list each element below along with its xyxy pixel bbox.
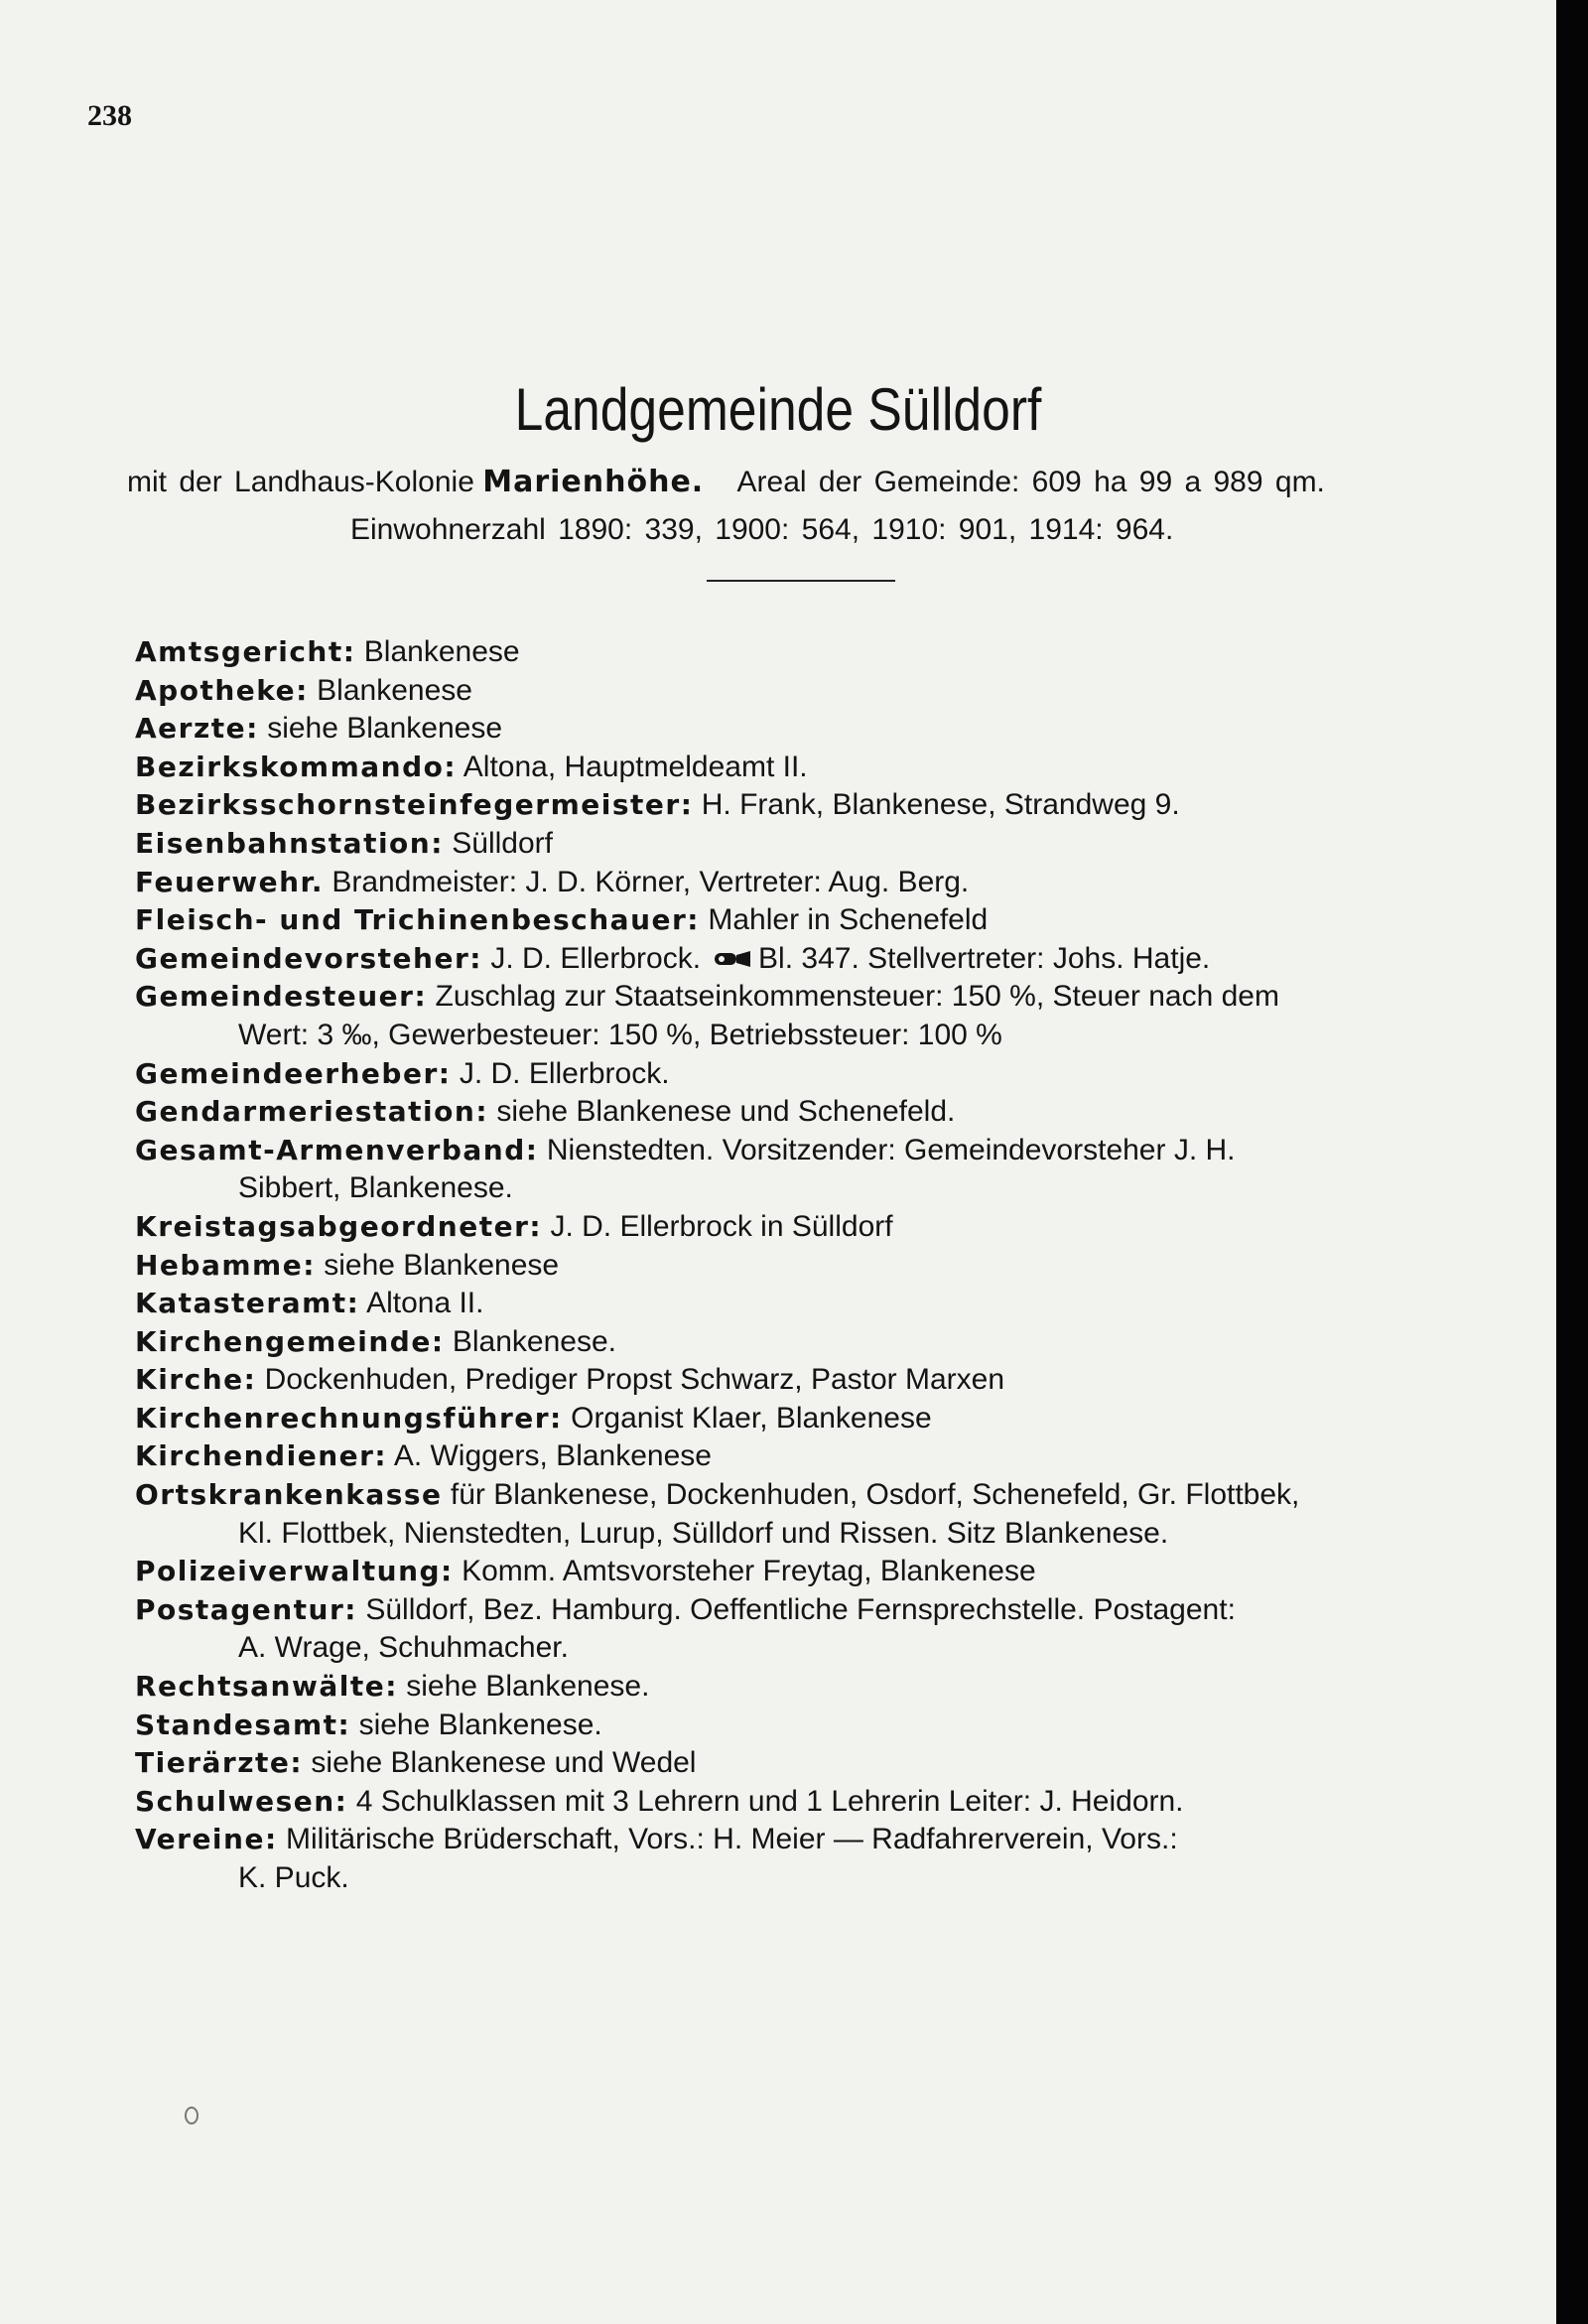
entry-term: Apotheke: <box>135 673 309 707</box>
entry-term: Eisenbahnstation: <box>135 826 444 860</box>
area-text: Areal der Gemeinde: 609 ha 99 a 989 qm. <box>736 466 1325 498</box>
entry-term: Schulwesen: <box>135 1784 348 1818</box>
directory-entry <box>135 1132 1524 1208</box>
entry-text: A. Wiggers, Blankenese <box>393 1439 712 1473</box>
population-text: Einwohnerzahl 1890: 339, 1900: 564, 1910: 901, 1914: 964. <box>350 513 1174 546</box>
directory-entries <box>135 633 1524 1898</box>
entry-term: Kreistagsabgeordneter: <box>135 1209 543 1243</box>
entry-continuation: Wert: 3 ‰, Gewerbesteuer: 150 %, Betriebssteuer: 100 % <box>238 1018 1002 1051</box>
directory-entry <box>135 978 1524 1054</box>
telephone-icon <box>713 948 752 970</box>
entry-text: Mahler in Schenefeld <box>708 903 989 937</box>
entry-text: H. Frank, Blankenese, Strandweg 9. <box>701 788 1180 822</box>
entry-term: Gemeindevorsteher: <box>135 941 482 975</box>
directory-entry <box>135 1591 1524 1668</box>
entry-term: Gemeindeerheber: <box>135 1056 452 1090</box>
entry-text: Dockenhuden, Prediger Propst Schwarz, Pastor Marxen <box>264 1363 1005 1397</box>
entry-text-after: Bl. 347. Stellvertreter: Johs. Hatje. <box>758 941 1211 975</box>
directory-entry <box>135 1476 1524 1553</box>
divider-rule <box>707 580 895 582</box>
directory-entry <box>135 1285 1524 1323</box>
page-title: Landgemeinde Sülldorf <box>514 376 1042 443</box>
entry-term: Bezirkskommando: <box>135 750 458 783</box>
entry-text: Altona, Hauptmeldeamt II. <box>463 750 808 783</box>
entry-text: siehe Blankenese. <box>358 1708 602 1741</box>
directory-entry <box>135 633 1524 672</box>
entry-term: Tierärzte: <box>135 1746 304 1780</box>
directory-entry <box>135 1821 1524 1897</box>
page-number: 238 <box>87 99 132 132</box>
scan-edge <box>1556 0 1588 2324</box>
entry-text: Nienstedten. Vorsitzender: Gemeindevorsteher J. H. <box>546 1133 1236 1166</box>
directory-entry <box>135 786 1524 825</box>
directory-entry <box>135 1553 1524 1591</box>
directory-entry <box>135 901 1524 940</box>
entry-text: 4 Schulklassen mit 3 Lehrern und 1 Lehrerin Leiter: J. Heidorn. <box>355 1784 1184 1818</box>
directory-entry <box>135 1783 1524 1822</box>
directory-entry <box>135 1323 1524 1362</box>
colony-name: Marienhöhe. <box>482 465 705 499</box>
entry-text: für Blankenese, Dockenhuden, Osdorf, Schenefeld, Gr. Flottbek, <box>450 1478 1300 1512</box>
directory-entry <box>135 864 1524 902</box>
entry-text: siehe Blankenese und Wedel <box>311 1746 697 1780</box>
subtitle <box>127 459 1517 554</box>
entry-continuation: K. Puck. <box>238 1861 349 1894</box>
entry-term: Bezirksschornsteinfegermeister: <box>135 788 694 822</box>
directory-entry <box>135 710 1524 749</box>
entry-term: Polizeiverwaltung: <box>135 1555 454 1588</box>
entry-text: Sülldorf <box>452 826 553 860</box>
entry-text: Sülldorf, Bez. Hamburg. Oeffentliche Fernsprechstelle. Postagent: <box>365 1592 1236 1626</box>
entry-term: Feuerwehr. <box>135 865 324 898</box>
entry-term: Postagentur: <box>135 1592 357 1626</box>
directory-entry <box>135 1668 1524 1707</box>
entry-text: J. D. Ellerbrock. <box>459 1056 670 1090</box>
entry-text: siehe Blankenese <box>267 712 503 746</box>
entry-term: Rechtsanwälte: <box>135 1670 398 1704</box>
directory-entry <box>135 940 1524 979</box>
entry-text: J. D. Ellerbrock in Sülldorf <box>550 1209 893 1243</box>
entry-term: Vereine: <box>135 1823 278 1856</box>
directory-entry <box>135 749 1524 787</box>
entry-term: Katasteramt: <box>135 1287 360 1320</box>
entry-text: Zuschlag zur Staatseinkommensteuer: 150 %, Steuer nach dem <box>435 980 1279 1014</box>
directory-entry <box>135 672 1524 711</box>
entry-text: Altona II. <box>366 1287 484 1320</box>
entry-text: Organist Klaer, Blankenese <box>571 1401 932 1435</box>
entry-term: Ortskrankenkasse <box>135 1478 443 1512</box>
directory-entry <box>135 1093 1524 1132</box>
entry-term: Gendarmeriestation: <box>135 1095 489 1129</box>
directory-entry <box>135 1055 1524 1094</box>
entry-term: Kirchengemeinde: <box>135 1324 445 1358</box>
entry-term: Standesamt: <box>135 1708 351 1741</box>
entry-text: J. D. Ellerbrock. <box>490 941 702 975</box>
directory-entry <box>135 1400 1524 1438</box>
entry-term: Kirchenrechnungsführer: <box>135 1401 563 1435</box>
directory-entry <box>135 1208 1524 1247</box>
entry-text: Militärische Brüderschaft, Vors.: H. Meier — Radfahrerverein, Vors.: <box>286 1823 1178 1856</box>
entry-term: Kirche: <box>135 1363 257 1397</box>
entry-text: siehe Blankenese. <box>406 1670 650 1704</box>
entry-term: Hebamme: <box>135 1248 316 1282</box>
entry-text: Brandmeister: J. D. Körner, Vertreter: Aug. Berg. <box>331 865 970 898</box>
subtitle-prefix: mit der Landhaus-Kolonie <box>127 466 474 498</box>
entry-text: siehe Blankenese <box>324 1248 560 1282</box>
entry-text: Blankenese. <box>452 1324 616 1358</box>
entry-continuation: A. Wrage, Schuhmacher. <box>238 1631 569 1665</box>
entry-term: Aerzte: <box>135 712 259 746</box>
directory-entry <box>135 1744 1524 1783</box>
entry-term: Gesamt-Armenverband: <box>135 1133 539 1166</box>
entry-text: Blankenese <box>363 635 520 668</box>
directory-entry <box>135 825 1524 864</box>
entry-text: Blankenese <box>317 673 472 707</box>
entry-continuation: Sibbert, Blankenese. <box>238 1171 513 1205</box>
entry-term: Kirchendiener: <box>135 1439 388 1473</box>
entry-text: Komm. Amtsvorsteher Freytag, Blankenese <box>462 1555 1036 1588</box>
entry-text: siehe Blankenese und Schenefeld. <box>496 1095 956 1129</box>
entry-term: Gemeindesteuer: <box>135 980 428 1014</box>
directory-entry <box>135 1361 1524 1400</box>
entry-term: Amtsgericht: <box>135 635 356 668</box>
directory-entry <box>135 1247 1524 1286</box>
directory-entry <box>135 1437 1524 1476</box>
directory-entry <box>135 1707 1524 1745</box>
entry-term: Fleisch- und Trichinenbeschauer: <box>135 903 701 937</box>
entry-continuation: Kl. Flottbek, Nienstedten, Lurup, Sülldorf und Rissen. Sitz Blankenese. <box>238 1516 1169 1550</box>
print-speck <box>185 2107 198 2124</box>
